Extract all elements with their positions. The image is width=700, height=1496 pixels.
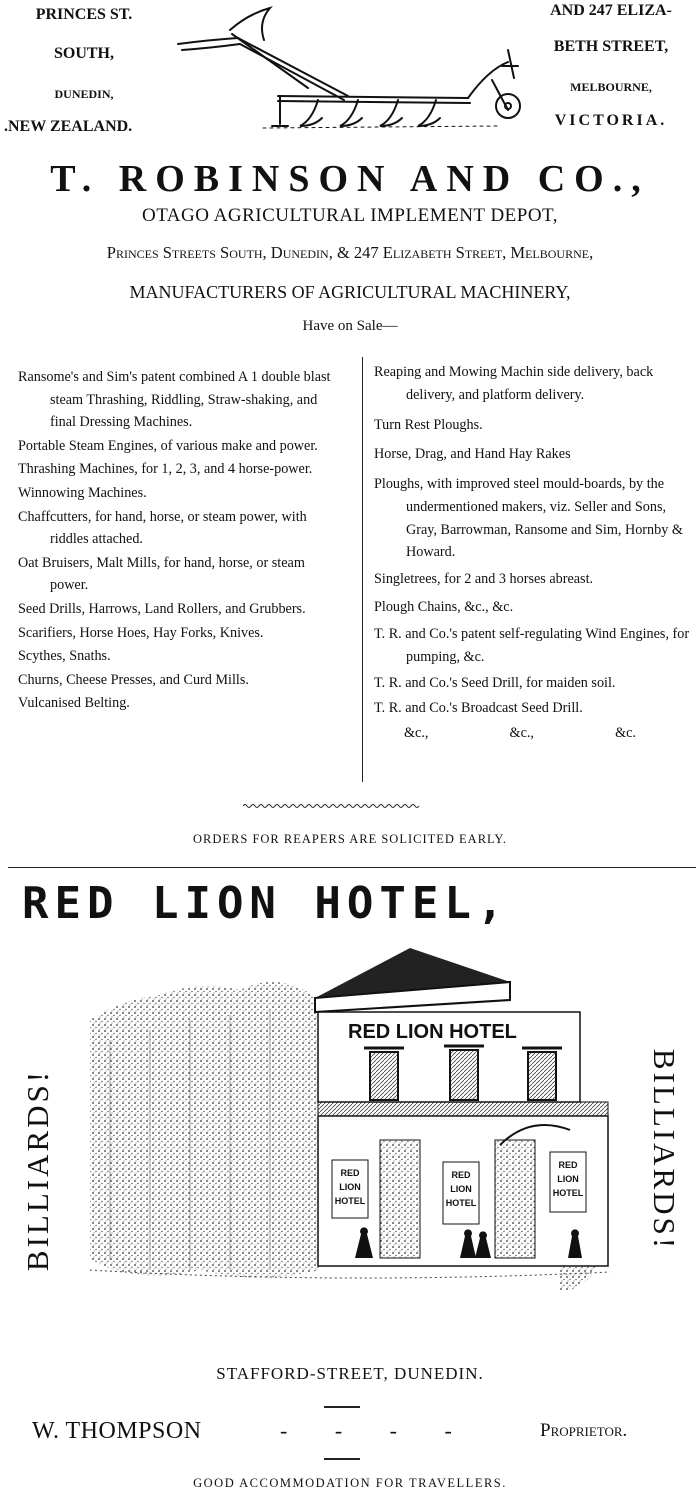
- have-on-sale: Have on Sale—: [302, 318, 398, 334]
- window-sign-1-line-2: LION: [339, 1182, 361, 1192]
- corner-left-line-2: SOUTH,: [53, 45, 114, 62]
- firm-address: Princes Streets South, Dunedin, & 247 Elizabeth Street, Melbourne,: [106, 243, 594, 262]
- corner-right-line-2: BETH STREET,: [553, 38, 669, 55]
- section-divider: [8, 867, 696, 868]
- window-sign-2-line-2: LION: [450, 1184, 472, 1194]
- corner-right-line-4: VICTORIA.: [554, 112, 668, 129]
- depot-subtitle: OTAGO AGRICULTURAL IMPLEMENT DEPOT,: [141, 205, 559, 226]
- manufacturers-line: MANUFACTURERS OF AGRICULTURAL MACHINERY,: [129, 282, 571, 302]
- etc-3: &c.: [615, 725, 636, 742]
- corner-left-block: [0, 0, 170, 145]
- list-item: Vulcanised Belting.: [18, 695, 130, 712]
- list-item: T. R. and Co.'s Seed Drill, for maiden soil.: [374, 675, 616, 692]
- billiards-right-text: BILLIARDS!: [647, 1048, 682, 1252]
- list-item: Scarifiers, Horse Hoes, Hay Forks, Knives.: [18, 624, 264, 641]
- list-item: Horse, Drag, and Hand Hay Rakes: [374, 445, 571, 462]
- hotel-title: RED LION HOTEL,: [22, 878, 510, 929]
- leader-dashes: - - - -: [280, 1418, 452, 1443]
- window-sign-1-line-3: HOTEL: [334, 1196, 366, 1206]
- hotel-engraving: [80, 940, 620, 1340]
- plough-illustration: [168, 0, 530, 140]
- list-item: Plough Chains, &c., &c.: [374, 599, 514, 616]
- list-item: Singletrees, for 2 and 3 horses abreast.: [374, 570, 594, 587]
- etc-line: [374, 720, 696, 745]
- etc-1: &c.,: [404, 725, 429, 742]
- orders-note: ORDERS FOR REAPERS ARE SOLICITED EARLY.: [193, 832, 507, 846]
- list-item: Winnowing Machines.: [18, 484, 147, 501]
- billiards-left-text: BILLIARDS!: [20, 1068, 55, 1272]
- list-item: Churns, Cheese Presses, and Curd Mills.: [18, 671, 249, 688]
- right-item-list: [374, 361, 696, 745]
- proprietor-label: Proprietor.: [540, 1420, 628, 1441]
- hotel-address: STAFFORD-STREET, DUNEDIN.: [216, 1364, 484, 1383]
- list-item: Chaffcutters, for hand, horse, or steam power, with riddles attached.: [18, 508, 307, 548]
- list-item: Turn Rest Ploughs.: [374, 417, 483, 434]
- proprietor-name: W. THOMPSON: [32, 1418, 202, 1444]
- list-item: T. R. and Co.'s patent self-regulating Wind Engines, for pumping, &c.: [374, 625, 690, 665]
- corner-right-block: [525, 0, 700, 145]
- window-sign-3-line-1: RED: [558, 1160, 578, 1170]
- window-sign-2-line-3: HOTEL: [445, 1198, 477, 1208]
- window-sign-2-line-1: RED: [451, 1170, 471, 1180]
- window-sign-3-line-3: HOTEL: [552, 1188, 584, 1198]
- list-item: Portable Steam Engines, of various make and power.: [18, 437, 318, 454]
- short-rule-bottom: [324, 1458, 360, 1460]
- firm-name-heading: T. ROBINSON AND CO.,: [50, 158, 650, 200]
- list-item: Ransome's and Sim's patent combined A 1 double blast steam Thrashing, Riddling, Straw-shaking, and final Dressing Machines.: [18, 369, 331, 431]
- building-sign: RED LION HOTEL: [348, 1021, 517, 1043]
- corner-left-line-4: .NEW ZEALAND.: [4, 118, 133, 135]
- list-item: Scythes, Snaths.: [18, 648, 111, 665]
- wavy-rule: [243, 803, 420, 809]
- left-item-list: [18, 366, 344, 716]
- short-rule-top: [324, 1406, 360, 1408]
- list-item: Oat Bruisers, Malt Mills, for hand, horse, or steam power.: [18, 554, 305, 594]
- list-item: T. R. and Co.'s Broadcast Seed Drill.: [374, 699, 583, 716]
- corner-right-line-1: AND 247 ELIZA-: [550, 2, 672, 19]
- corner-left-line-3: DUNEDIN,: [54, 87, 114, 101]
- column-divider: [362, 357, 363, 782]
- etc-2: &c.,: [509, 725, 534, 742]
- list-item: Seed Drills, Harrows, Land Rollers, and Grubbers.: [18, 600, 306, 617]
- list-item: Reaping and Mowing Machin side delivery, back delivery, and platform delivery.: [374, 364, 654, 403]
- list-item: Thrashing Machines, for 1, 2, 3, and 4 horse-power.: [18, 461, 313, 478]
- billiards-left: [18, 1035, 58, 1305]
- list-item: Ploughs, with improved steel mould-boards, by the undermentioned makers, viz. Seller and Sons, Gray, Barrowman, Ransome and Sim, Hornby & Howard.: [374, 476, 683, 561]
- corner-left-line-1: PRINCES ST.: [35, 6, 133, 23]
- billiards-right: [644, 1015, 684, 1285]
- accommodation-note: GOOD ACCOMMODATION FOR TRAVELLERS.: [193, 1476, 507, 1490]
- window-sign-3-line-2: LION: [557, 1174, 579, 1184]
- corner-right-line-3: MELBOURNE,: [570, 80, 652, 94]
- window-sign-1-line-1: RED: [340, 1168, 360, 1178]
